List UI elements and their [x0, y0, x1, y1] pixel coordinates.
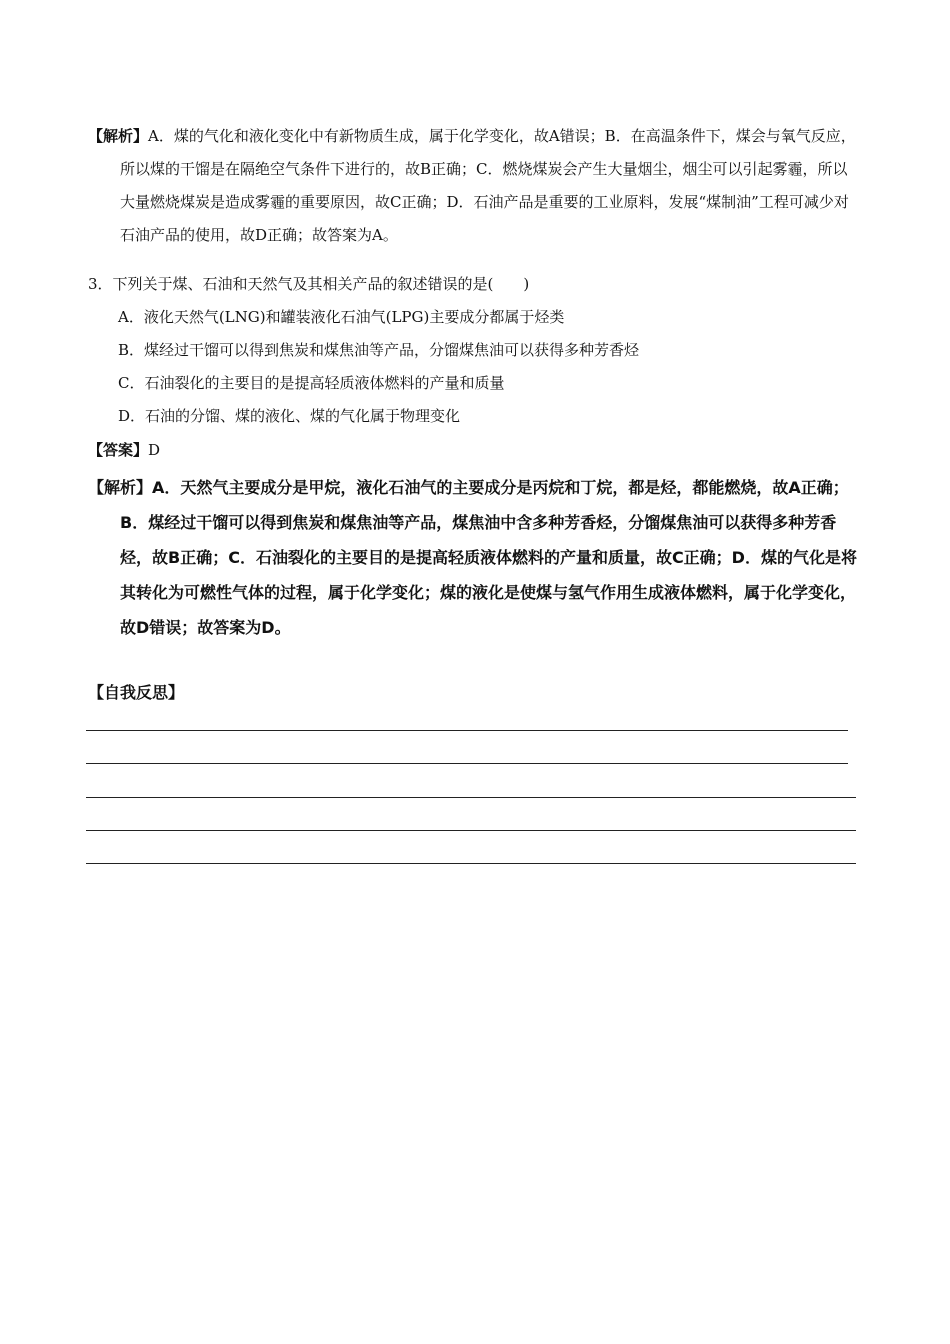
writing-line [86, 797, 856, 798]
question-3 [88, 268, 858, 433]
writing-line [86, 830, 856, 831]
analysis-question-3 [88, 470, 858, 645]
option-b: B．煤经过干馏可以得到焦炭和煤焦油等产品，分馏煤焦油可以获得多种芳香烃 [118, 341, 640, 359]
option-d: D．石油的分馏、煤的液化、煤的气化属于物理变化 [118, 407, 461, 425]
option-c: C．石油裂化的主要目的是提高轻质液体燃料的产量和质量 [118, 374, 505, 392]
analysis-tag: 【解析】 [88, 127, 149, 145]
writing-line [86, 730, 848, 731]
analysis-paragraph [88, 120, 858, 252]
self-reflection-title: 【自我反思】 [88, 683, 185, 702]
analysis-text: A．煤的气化和液化变化中有新物质生成，属于化学变化，故A错误；B．在高温条件下，煤会与氧气反应，所以煤的干馏是在隔绝空气条件下进行的，故B正确；C．燃烧煤炭会产生大量烟尘，烟尘可以引起雾霾，所以大量燃烧煤炭是造成雾霾的重要原因，故C正确；D．石油产品是重要的工业原料，发展“煤制油”工程可减少对石油产品的使用，故D正确；故答案为A。 [120, 127, 856, 244]
writing-line [86, 863, 856, 864]
writing-line [86, 763, 848, 764]
analysis-paragraph-bold [88, 470, 858, 645]
analysis-text: A．天然气主要成分是甲烷，液化石油气的主要成分是丙烷和丁烷，都是烃，都能燃烧，故A正确；B．煤经过干馏可以得到焦炭和煤焦油等产品，煤焦油中含多种芳香烃，分馏煤焦油可以获得多种芳香烃，故B正确；C．石油裂化的主要目的是提高轻质液体燃料的产量和质量，故C正确；D．煤的气化是将其转化为可燃性气体的过程，属于化学变化；煤的液化是使煤与氢气作用生成液体燃料，属于化学变化，故D错误；故答案为D。 [120, 478, 857, 637]
answer-line [88, 434, 858, 467]
self-reflection-section [88, 680, 858, 703]
option-a: A．液化天然气(LNG)和罐装液化石油气(LPG)主要成分都属于烃类 [118, 308, 565, 326]
answer-value: D [148, 441, 161, 459]
answer-paragraph [88, 434, 858, 467]
question-stem: 3．下列关于煤、石油和天然气及其相关产品的叙述错误的是( ) [88, 275, 530, 293]
analysis-tag: 【解析】 [88, 478, 153, 497]
analysis-previous-question [88, 120, 858, 252]
answer-tag: 【答案】 [88, 441, 149, 459]
